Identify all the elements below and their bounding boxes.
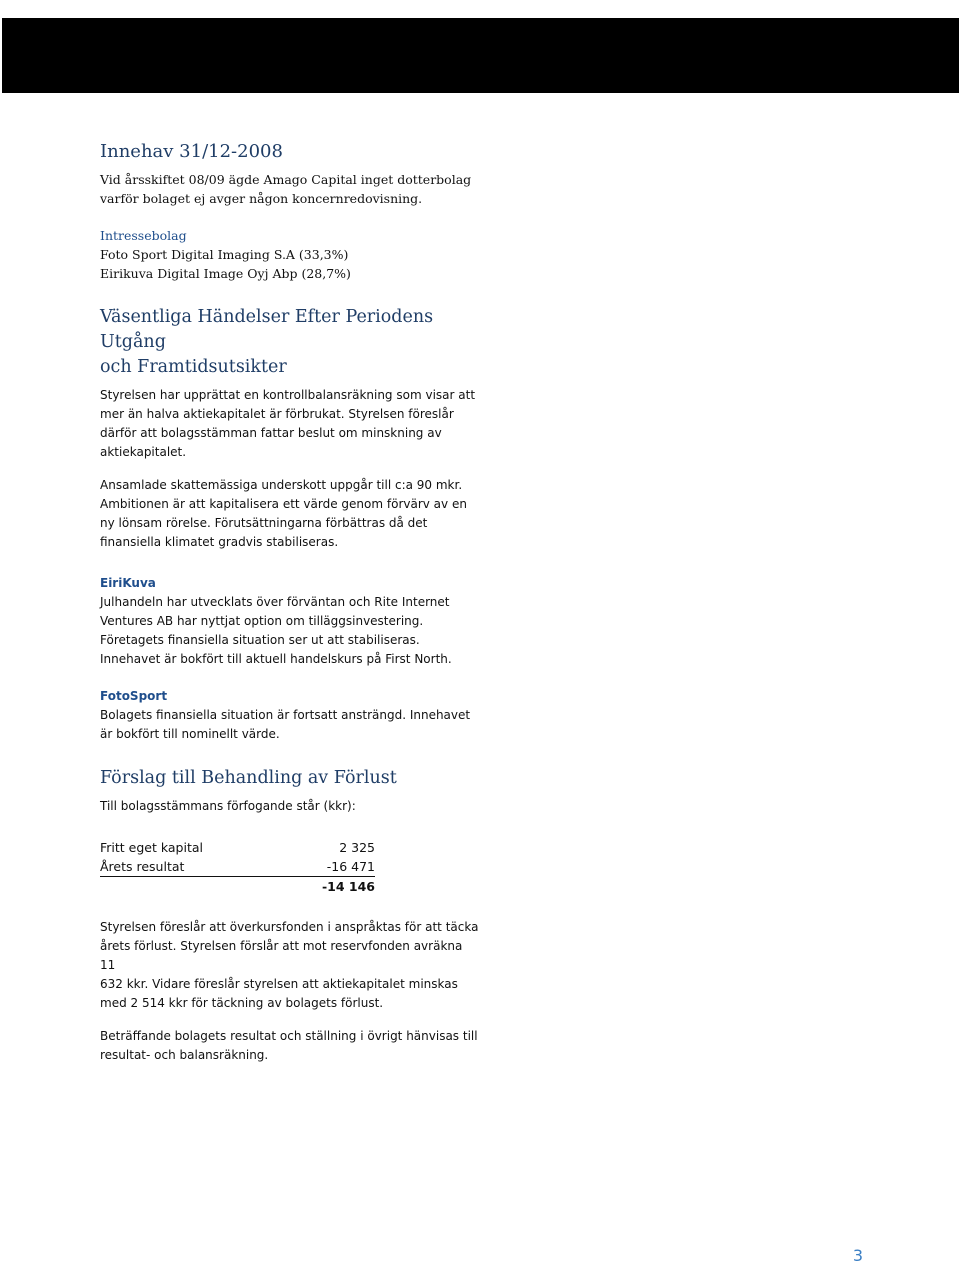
row-value: 2 325 — [339, 840, 375, 855]
table-row — [100, 857, 375, 877]
paragraph-line: Ventures AB har nyttjat option om tilläggsinvestering. — [100, 614, 424, 628]
fotosport-paragraph — [100, 706, 480, 744]
paragraph-line: årets förlust. Styrelsen förslår att mot reservfonden avräkna 11 — [100, 939, 463, 972]
fotosport-label: FotoSport — [100, 689, 168, 703]
paragraph-line: Bolagets finansiella situation är fortsatt ansträngd. Innehavet — [100, 708, 471, 722]
paragraph-line: Ansamlade skattemässiga underskott uppgår till c:a 90 mkr. — [100, 478, 463, 492]
paragraph-line: resultat- och balansräkning. — [100, 1048, 269, 1062]
paragraph-line: Innehavet är bokfört till aktuell handelskurs på First North. — [100, 652, 452, 666]
page-number: 3 — [852, 1246, 863, 1265]
paragraph-line: Ambitionen är att kapitalisera ett värde genom förvärv av en — [100, 497, 467, 511]
document-body — [100, 140, 480, 1065]
events-heading-line: och Framtidsutsikter — [100, 357, 287, 377]
paragraph-line: med 2 514 kkr för täckning av bolagets förlust. — [100, 996, 384, 1010]
holdings-heading: Innehav 31/12-2008 — [100, 141, 283, 162]
holdings-intro-line: varför bolaget ej avger någon koncernredovisning. — [100, 191, 423, 206]
loss-table — [100, 838, 375, 896]
row-value: -16 471 — [282, 857, 375, 877]
loss-heading: Förslag till Behandling av Förlust — [100, 768, 397, 788]
header-bar — [2, 18, 959, 93]
table-total-row — [100, 877, 375, 897]
eirikuva-label: EiriKuva — [100, 576, 156, 590]
paragraph-line: Företagets finansiella situation ser ut att stabiliseras. — [100, 633, 420, 647]
paragraph-line: Styrelsen föreslår att överkursfonden i anspråktas för att täcka — [100, 920, 479, 934]
events-heading-line: Väsentliga Händelser Efter Periodens Utgång — [100, 307, 434, 352]
associates-label: Intressebolag — [100, 228, 187, 243]
paragraph-line: är bokfört till nominellt värde. — [100, 727, 280, 741]
row-label: Årets resultat — [100, 857, 282, 877]
row-label: Fritt eget kapital — [100, 840, 203, 855]
paragraph-line: ny lönsam rörelse. Förutsättningarna förbättras då det — [100, 516, 428, 530]
loss-paragraph — [100, 918, 480, 1013]
paragraph-line: 632 kkr. Vidare föreslår styrelsen att aktiekapitalet minskas — [100, 977, 458, 991]
paragraph-line: därför att bolagsstämman fattar beslut om minskning av — [100, 426, 442, 440]
events-paragraph — [100, 386, 480, 462]
paragraph-line: mer än halva aktiekapitalet är förbrukat. Styrelsen föreslår — [100, 407, 454, 421]
paragraph-line: Julhandeln har utvecklats över förväntan och Rite Internet — [100, 595, 450, 609]
total-value: -14 146 — [321, 879, 375, 894]
table-row — [100, 838, 375, 857]
events-paragraph — [100, 476, 480, 552]
paragraph-line: Beträffande bolagets resultat och ställning i övrigt hänvisas till — [100, 1029, 478, 1043]
paragraph-line: aktiekapitalet. — [100, 445, 187, 459]
holdings-intro-line: Vid årsskiftet 08/09 ägde Amago Capital inget dotterbolag — [100, 172, 472, 187]
paragraph-line: finansiella klimatet gradvis stabiliseras. — [100, 535, 339, 549]
loss-paragraph — [100, 1027, 480, 1065]
paragraph-line: Styrelsen har upprättat en kontrollbalansräkning som visar att — [100, 388, 476, 402]
associate-item: Eirikuva Digital Image Oyj Abp (28,7%) — [100, 266, 351, 281]
eirikuva-paragraph — [100, 593, 480, 669]
events-heading — [100, 305, 480, 380]
associate-item: Foto Sport Digital Imaging S.A (33,3%) — [100, 247, 349, 262]
loss-intro: Till bolagsstämmans förfogande står (kkr): — [100, 799, 356, 813]
